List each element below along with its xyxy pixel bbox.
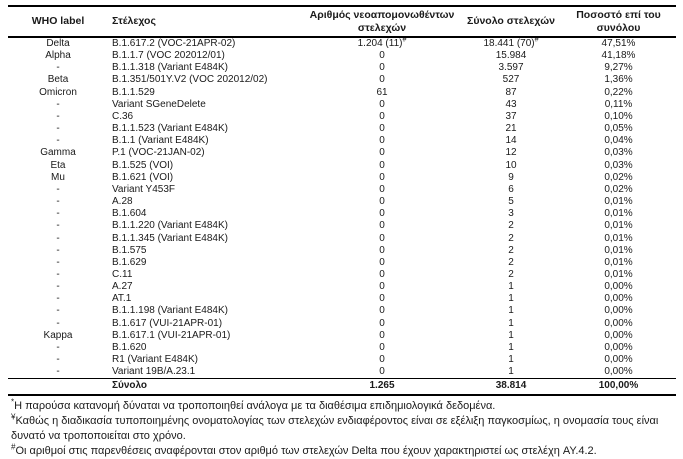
table-row [8, 330, 676, 342]
who-label-cell: Delta [46, 38, 70, 49]
total-strains: 38.814 [495, 380, 527, 392]
new-isolates-cell: 0 [379, 329, 385, 341]
total-strains-cell: 3 [508, 208, 514, 220]
table-row [8, 305, 676, 317]
total-strains-cell: 2 [508, 256, 514, 268]
strain-cell: B.1.620 [112, 341, 147, 353]
who-label-cell: - [56, 183, 60, 195]
total-new-isolates: 1.265 [369, 380, 395, 392]
total-strains-cell: 15.984 [495, 50, 527, 62]
percentage-cell: 0,00% [604, 293, 633, 305]
who-label-cell: - [56, 196, 60, 208]
new-isolates-cell: 0 [379, 110, 385, 122]
new-isolates-cell: 61 [376, 86, 388, 98]
strain-cell: C.36 [112, 110, 134, 122]
strain-cell: B.1.617.1 (VUI-21APR-01) [112, 329, 231, 341]
table-row [8, 62, 676, 74]
new-isolates-cell: 0 [379, 305, 385, 317]
total-strains-cell: 9 [508, 171, 514, 183]
percentage-cell: 0,02% [604, 183, 633, 195]
who-label-cell: - [56, 305, 60, 317]
col-header-strain: Στέλεχος [112, 15, 156, 28]
who-label-cell: - [56, 110, 60, 122]
total-strains-cell: 1 [508, 281, 514, 293]
footnote-text: Καθώς η διαδικασία τυποποιημένης ονοματολογίας των στελεχών ενδιαφέροντος είναι σε εξέλιξη παγκοσμίως, η ονομασία τους είναι δυνατό να τροποποιείται στο χρόνο. [11, 415, 659, 442]
new-isolates-cell: 0 [379, 220, 385, 232]
total-strains-cell: 21 [505, 123, 517, 135]
strain-cell: Variant SGeneDelete [112, 98, 206, 110]
footnote-text: Οι αριθμοί στις παρενθέσεις αναφέρονται στον αριθμό των στελεχών Delta που έχουν χαρακτηριστεί ως στελέχη AY.4.2. [15, 445, 597, 458]
strain-cell: AT.1 [112, 293, 132, 305]
new-isolates-cell: 1.204 (11)# [357, 37, 407, 49]
total-strains-cell: 1 [508, 293, 514, 305]
total-strains-cell: 14 [505, 135, 517, 147]
new-isolates-cell: 0 [379, 98, 385, 110]
percentage-cell: 0,00% [604, 317, 633, 329]
strain-cell: Variant Y453F [112, 183, 176, 195]
percentage-cell: 0,11% [604, 98, 633, 110]
table-row [8, 196, 676, 208]
new-isolates-cell: 0 [379, 62, 385, 74]
percentage-cell: 0,01% [604, 220, 633, 232]
table-row [8, 354, 676, 366]
new-isolates-cell: 0 [379, 256, 385, 268]
percentage-cell: 0,00% [604, 354, 633, 366]
table-row [8, 111, 676, 123]
new-isolates-cell: 0 [379, 50, 385, 62]
percentage-cell: 9,27% [604, 62, 633, 74]
footnote-marker: # [11, 442, 16, 452]
total-strains-cell: 1 [508, 329, 514, 341]
total-strains-cell: 2 [508, 232, 514, 244]
table-header [8, 6, 676, 37]
total-strains-cell: 18.441 (70)# [483, 37, 539, 49]
total-strains-cell: 2 [508, 244, 514, 256]
percentage-cell: 0,00% [604, 366, 633, 378]
percentage-cell: 0,01% [604, 208, 633, 220]
table-row [8, 147, 676, 159]
total-strains-cell: 5 [508, 196, 514, 208]
header-row [8, 6, 676, 37]
total-strains-cell: 1 [508, 341, 514, 353]
total-strains-cell: 2 [508, 268, 514, 280]
who-label-cell: - [56, 98, 60, 110]
table-row [8, 220, 676, 232]
strain-cell: B.1.1.220 (Variant E484K) [112, 220, 228, 232]
who-label-cell: - [56, 232, 60, 244]
percentage-cell: 1,36% [604, 74, 633, 86]
percentage-cell: 41,18% [601, 50, 636, 62]
strain-cell: B.1.621 (VOI) [112, 171, 174, 183]
who-label-cell: - [56, 256, 60, 268]
who-label-cell: - [56, 268, 60, 280]
percentage-cell: 0,05% [604, 123, 633, 135]
strain-cell: A.27 [112, 281, 133, 293]
footnote-marker: ¥ [11, 412, 16, 422]
table-row [8, 245, 676, 257]
who-label-cell: - [56, 244, 60, 256]
strain-cell: R1 (Variant E484K) [112, 354, 198, 366]
table-body [8, 37, 676, 379]
footnote-marker: * [11, 397, 15, 407]
table-row [8, 318, 676, 330]
new-isolates-cell: 0 [379, 293, 385, 305]
new-isolates-cell: 0 [379, 366, 385, 378]
table-row [8, 74, 676, 86]
strain-cell: B.1.617 (VUI-21APR-01) [112, 317, 223, 329]
percentage-cell: 0,22% [604, 86, 633, 98]
total-row [8, 379, 676, 395]
who-label-cell: - [56, 354, 60, 366]
strain-cell: B.1.1.318 (Variant E484K) [112, 62, 228, 74]
strain-cell: B.1.1.529 [112, 86, 155, 98]
total-strains-cell: 87 [505, 86, 517, 98]
total-strains-cell: 43 [505, 98, 517, 110]
who-label-cell: - [56, 208, 60, 220]
total-strains-cell: 3.597 [498, 62, 524, 74]
col-header-percentage: Ποσοστό επί του συνόλου [576, 9, 661, 34]
table-row [8, 135, 676, 147]
new-isolates-cell: 0 [379, 244, 385, 256]
strain-cell: B.1.1.198 (Variant E484K) [112, 305, 228, 317]
footnote-nomenclature [11, 414, 670, 443]
footnote-marker: # [402, 37, 407, 44]
who-label-cell: Eta [50, 159, 66, 171]
percentage-cell: 0,00% [604, 281, 633, 293]
percentage-cell: 0,01% [604, 196, 633, 208]
table-row [8, 233, 676, 245]
table-row [8, 342, 676, 354]
strain-cell: B.1.1 (Variant E484K) [112, 135, 209, 147]
strain-cell: B.1.1.345 (Variant E484K) [112, 232, 228, 244]
strain-cell: B.1.351/501Y.V2 (VOC 202012/02) [112, 74, 268, 86]
col-header-who-label: WHO label [31, 15, 85, 28]
strain-cell: B.1.575 [112, 244, 147, 256]
strain-cell: C.11 [112, 268, 133, 280]
who-label-cell: - [56, 135, 60, 147]
strain-cell: B.1.604 [112, 208, 147, 220]
footnote-text: Η παρούσα κατανομή δύναται να τροποποιηθεί ανάλογα με τα διαθέσιμα επιδημιολογικά δεδομένα. [14, 399, 496, 412]
who-label-cell: - [56, 281, 60, 293]
total-strains-cell: 10 [505, 159, 517, 171]
table-row [8, 257, 676, 269]
who-label-cell: Mu [51, 171, 65, 183]
total-strains-cell: 6 [508, 183, 514, 195]
footnote-marker: # [534, 37, 539, 44]
table-row [8, 99, 676, 111]
new-isolates-cell: 0 [379, 268, 385, 280]
total-strains-cell: 1 [508, 354, 514, 366]
new-isolates-cell: 0 [379, 196, 385, 208]
strain-cell: B.1.1.523 (Variant E484K) [112, 123, 228, 135]
percentage-cell: 0,01% [604, 244, 633, 256]
percentage-cell: 0,01% [604, 232, 633, 244]
who-label-cell: Kappa [43, 329, 73, 341]
footnote-distribution [11, 399, 670, 414]
new-isolates-cell: 0 [379, 123, 385, 135]
table-footer [8, 379, 676, 395]
variants-table [8, 5, 676, 396]
total-label: Σύνολο [112, 380, 148, 392]
who-label-cell: Gamma [40, 147, 76, 159]
strain-cell: P.1 (VOC-21JAN-02) [112, 147, 205, 159]
total-strains-cell: 1 [508, 317, 514, 329]
table-row [8, 172, 676, 184]
total-strains-cell: 1 [508, 305, 514, 317]
percentage-cell: 0,10% [604, 110, 633, 122]
percentage-cell: 0,01% [604, 256, 633, 268]
new-isolates-cell: 0 [379, 281, 385, 293]
col-header-total-strains: Σύνολο στελεχών [467, 15, 555, 28]
table-row [8, 281, 676, 293]
strain-cell: A.28 [112, 196, 133, 208]
who-label-cell: - [56, 293, 60, 305]
percentage-cell: 47,51% [601, 38, 636, 49]
new-isolates-cell: 0 [379, 159, 385, 171]
who-label-cell: - [56, 123, 60, 135]
new-isolates-cell: 0 [379, 232, 385, 244]
new-isolates-cell: 0 [379, 208, 385, 220]
new-isolates-cell: 0 [379, 74, 385, 86]
total-strains-cell: 2 [508, 220, 514, 232]
who-label-cell: - [56, 341, 60, 353]
strain-cell: B.1.525 (VOI) [112, 159, 174, 171]
table-row [8, 208, 676, 220]
new-isolates-cell: 0 [379, 354, 385, 366]
total-strains-cell: 527 [502, 74, 520, 86]
table-row [8, 160, 676, 172]
who-label-cell: - [56, 317, 60, 329]
who-label-cell: - [56, 220, 60, 232]
strain-cell: B.1.617.2 (VOC-21APR-02) [112, 38, 236, 49]
total-strains-cell: 1 [508, 366, 514, 378]
col-header-new-isolates: Αριθμός νεοαπομονωθέντων στελεχών [309, 9, 455, 34]
who-label-cell: - [56, 366, 60, 378]
who-label-cell: Omicron [39, 86, 77, 98]
new-isolates-cell: 0 [379, 317, 385, 329]
who-label-cell: - [56, 62, 60, 74]
total-who-cell [8, 379, 108, 395]
percentage-cell: 0,00% [604, 329, 633, 341]
table-row [8, 366, 676, 379]
percentage-cell: 0,02% [604, 171, 633, 183]
percentage-cell: 0,00% [604, 341, 633, 353]
table-row [8, 123, 676, 135]
strain-cell: B.1.1.7 (VOC 202012/01) [112, 50, 225, 62]
table-row [8, 50, 676, 62]
strain-cell: B.1.629 [112, 256, 147, 268]
table-row [8, 269, 676, 281]
percentage-cell: 0,03% [604, 159, 633, 171]
table-row [8, 184, 676, 196]
table-row [8, 37, 676, 50]
footnotes [8, 396, 676, 459]
percentage-cell: 0,00% [604, 305, 633, 317]
table-row [8, 293, 676, 305]
percentage-cell: 0,01% [604, 268, 633, 280]
new-isolates-cell: 0 [379, 135, 385, 147]
table-row [8, 87, 676, 99]
who-label-cell: Beta [47, 74, 69, 86]
new-isolates-cell: 0 [379, 183, 385, 195]
percentage-cell: 0,03% [604, 147, 633, 159]
new-isolates-cell: 0 [379, 341, 385, 353]
total-strains-cell: 12 [505, 147, 517, 159]
new-isolates-cell: 0 [379, 147, 385, 159]
total-strains-cell: 37 [505, 110, 517, 122]
who-label-cell: Alpha [45, 50, 71, 62]
new-isolates-cell: 0 [379, 171, 385, 183]
percentage-cell: 0,04% [604, 135, 633, 147]
total-percentage: 100,00% [598, 380, 639, 392]
strain-cell: Variant 19B/A.23.1 [112, 366, 196, 378]
